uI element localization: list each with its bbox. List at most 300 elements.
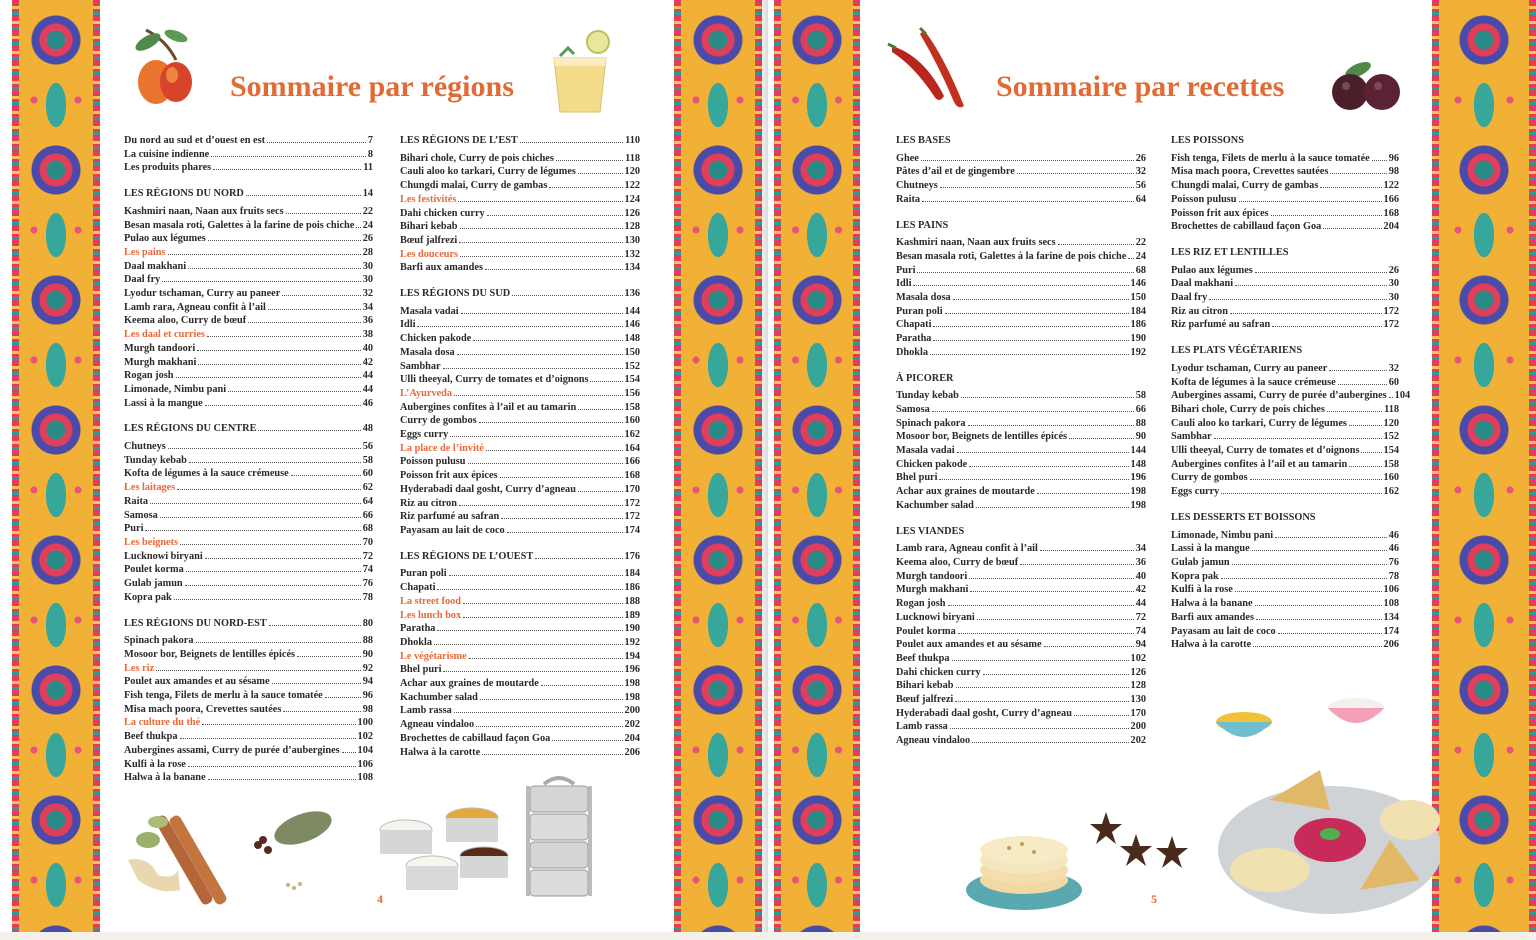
entry-label: Ulli theeyal, Curry de tomates et d’oignons [1171, 445, 1360, 457]
entry-label: Misa mach poora, Crevettes sautées [124, 703, 282, 715]
dot-leader [162, 281, 360, 282]
toc-entry [896, 430, 1146, 444]
entry-label: Les douceurs [400, 248, 459, 260]
page-ref: 100 [357, 717, 373, 729]
page-ref: 26 [362, 233, 373, 245]
dot-leader [976, 507, 1129, 508]
section-heading [896, 219, 1146, 233]
dot-leader [507, 532, 623, 533]
dot-leader [325, 697, 361, 698]
page-ref: 158 [624, 401, 640, 413]
entry-label: Curry de gombos [400, 415, 477, 427]
section-title: LES RIZ ET LENTILLES [1171, 246, 1289, 258]
entry-label: Le végétarisme [400, 650, 467, 662]
toc-entry [896, 403, 1146, 417]
dot-leader [955, 701, 1128, 702]
page-ref: 122 [1383, 180, 1399, 192]
section-title: LES DESSERTS ET BOISSONS [1171, 511, 1316, 523]
dot-leader [932, 411, 1134, 412]
toc-entry [124, 260, 373, 274]
toc-entry [1171, 625, 1399, 639]
dot-leader [1128, 258, 1133, 259]
toc-entry [400, 373, 640, 387]
entry-label: Chapati [400, 582, 436, 594]
entry-label: Riz parfumé au safran [1171, 319, 1271, 331]
toc-entry [896, 277, 1146, 291]
page-ref: 68 [362, 523, 373, 535]
entry-label: Murgh tandoori [124, 342, 196, 354]
toc-entry [124, 219, 373, 233]
dot-leader [953, 299, 1129, 300]
page-ref: 30 [1388, 292, 1399, 304]
toc-entry [124, 648, 373, 662]
dot-leader [969, 578, 1133, 579]
page-ref: 32 [362, 288, 373, 300]
entry-label: Riz au citron [400, 497, 458, 509]
page-ref: 72 [362, 550, 373, 562]
toc-entry [124, 369, 373, 383]
entry-label: Limonade, Nimbu pani [1171, 529, 1274, 541]
section-heading [1171, 246, 1399, 260]
entry-label: Payasam au lait de coco [1171, 625, 1276, 637]
dot-leader [160, 517, 361, 518]
page-ref: 24 [362, 219, 373, 231]
toc-entry [896, 332, 1146, 346]
page-ref: 98 [1388, 166, 1399, 178]
lassi-glass-icon [548, 28, 618, 118]
toc-entry [400, 442, 640, 456]
page-ref: 184 [624, 568, 640, 580]
page-ref: 189 [624, 609, 640, 621]
page-ref: 186 [1130, 319, 1146, 331]
toc-entry [896, 165, 1146, 179]
page-ref: 132 [624, 248, 640, 260]
recipes-column-2 [1171, 134, 1411, 652]
page-ref: 150 [624, 346, 640, 358]
entry-label: Tunday kebab [896, 390, 959, 402]
dot-leader [297, 656, 361, 657]
page-ref: 26 [1135, 152, 1146, 164]
dot-leader [1232, 564, 1387, 565]
page-ref: 126 [1130, 666, 1146, 678]
page-ref: 7 [367, 135, 373, 146]
dot-leader [549, 187, 622, 188]
page-ref: 144 [1130, 445, 1146, 457]
page-spine [758, 0, 768, 932]
toc-entry [124, 134, 373, 148]
page-ref: 70 [362, 536, 373, 548]
toc-entry [400, 165, 640, 179]
page-left [0, 0, 768, 932]
dot-leader [1323, 228, 1381, 229]
toc-entry [896, 707, 1146, 721]
page-ref: 200 [624, 705, 640, 717]
entry-label: Eggs curry [1171, 486, 1220, 498]
page-ref: 194 [624, 650, 640, 662]
toc-entry [1171, 220, 1399, 234]
page-ref: 90 [362, 648, 373, 660]
page-ref: 60 [1388, 376, 1399, 388]
section-heading [124, 187, 373, 201]
page-ref: 204 [624, 732, 640, 744]
dot-leader [417, 326, 622, 327]
entry-label: Raita [124, 495, 149, 507]
toc-entry [1171, 570, 1399, 584]
dot-leader [482, 754, 622, 755]
page-ref: 166 [1383, 193, 1399, 205]
dot-leader [1255, 605, 1382, 606]
dot-leader [500, 477, 623, 478]
toc-entry [124, 342, 373, 356]
toc-entry [124, 550, 373, 564]
page-ref: 32 [1388, 362, 1399, 374]
page-ref: 134 [1383, 611, 1399, 623]
entry-label: Misa mach poora, Crevettes sautées [1171, 166, 1329, 178]
page-ref: 198 [624, 678, 640, 690]
dot-leader [970, 591, 1133, 592]
dot-leader [1253, 646, 1381, 647]
dot-leader [917, 272, 1133, 273]
entry-label: Kashmiri naan, Naan aux fruits secs [124, 205, 284, 217]
toc-entry [1171, 193, 1399, 207]
page-ref: 80 [362, 617, 373, 629]
toc-entry [896, 179, 1146, 193]
toc-entry [124, 522, 373, 536]
dot-leader [969, 466, 1128, 467]
toc-entry [400, 704, 640, 718]
entry-label: Bihari kebab [896, 680, 954, 692]
dot-leader [168, 254, 361, 255]
toc-entry [1171, 318, 1399, 332]
dot-leader [480, 699, 623, 700]
toc-entry [896, 583, 1146, 597]
entry-label: Daal fry [1171, 292, 1208, 304]
toc-entry [124, 758, 373, 772]
page-ref: 156 [624, 387, 640, 399]
dot-leader [459, 242, 622, 243]
page-ref: 46 [362, 397, 373, 409]
page-ref: 188 [624, 595, 640, 607]
dot-leader [282, 295, 360, 296]
toc-entry [124, 591, 373, 605]
entry-label: Lamb rassa [896, 721, 948, 733]
entry-label: Rogan josh [896, 598, 946, 610]
entry-label: Payasam au lait de coco [400, 524, 505, 536]
section-heading [896, 525, 1146, 539]
entry-label: Kulfi à la rose [124, 758, 186, 770]
toc-entry [124, 246, 373, 260]
toc-entry [896, 444, 1146, 458]
entry-label: Gulab jamun [124, 578, 183, 590]
toc-entry [1171, 264, 1399, 278]
toc-entry [124, 232, 373, 246]
page-ref: 174 [1383, 625, 1399, 637]
entry-label: Achar aux graines de moutarde [896, 486, 1035, 498]
toc-entry [400, 414, 640, 428]
entry-label: Eggs curry [400, 429, 449, 441]
toc-entry [400, 234, 640, 248]
dot-leader [1239, 201, 1382, 202]
spices-icon [118, 800, 358, 910]
toc-entry [400, 193, 640, 207]
page-ref: 122 [624, 180, 640, 192]
page-ref: 204 [1383, 221, 1399, 233]
toc-entry [896, 471, 1146, 485]
entry-label: Poisson pulusu [400, 456, 466, 468]
page-ref: 94 [362, 676, 373, 688]
toc-entry [124, 771, 373, 785]
toc-entry [1171, 207, 1399, 221]
dot-leader [1037, 493, 1129, 494]
toc-entry [400, 510, 640, 524]
toc-entry [1171, 638, 1399, 652]
entry-label: Bhel puri [400, 664, 442, 676]
page-ref: 120 [1383, 417, 1399, 429]
dot-leader [198, 364, 360, 365]
entry-label: Poulet aux amandes et au sésame [124, 676, 270, 688]
entry-label: Ulli theeyal, Curry de tomates et d’oignons [400, 374, 589, 386]
samosa-platter-icon [1210, 690, 1440, 920]
entry-label: Les beignets [124, 536, 179, 548]
page-ref: 78 [362, 591, 373, 603]
toc-entry [1171, 152, 1399, 166]
toc-entry [400, 746, 640, 760]
toc-entry [124, 205, 373, 219]
dot-leader [1250, 479, 1382, 480]
dot-leader [454, 395, 622, 396]
dot-leader [1256, 619, 1382, 620]
page-ref: 124 [624, 193, 640, 205]
page-ref: 36 [362, 315, 373, 327]
dot-leader [188, 766, 356, 767]
page-ref: 36 [1135, 556, 1146, 568]
dot-leader [578, 173, 623, 174]
dot-leader [956, 687, 1129, 688]
toc-entry [896, 679, 1146, 693]
section-heading [896, 134, 1146, 148]
toc-entry [896, 611, 1146, 625]
chapati-stack-icon [964, 820, 1084, 920]
page-ref: 88 [1135, 417, 1146, 429]
toc-entry [124, 440, 373, 454]
dot-leader [443, 368, 623, 369]
page-ref: 172 [624, 497, 640, 509]
entry-label: Hyderabadi daal gosht, Curry d’agneau [400, 483, 576, 495]
dot-leader [590, 381, 622, 382]
dot-leader [1389, 397, 1393, 398]
dot-leader [921, 160, 1134, 161]
entry-label: Spinach pakora [896, 417, 966, 429]
dot-leader [145, 530, 360, 531]
entry-label: Pâtes d’ail et de gingembre [896, 166, 1015, 178]
toc-entry [1171, 165, 1399, 179]
entry-label: Fish tenga, Filets de merlu à la sauce tomatée [1171, 152, 1370, 164]
dot-leader [460, 256, 622, 257]
dot-leader [286, 213, 361, 214]
entry-label: Idli [896, 278, 912, 290]
toc-entry [896, 193, 1146, 207]
page-ref: 78 [1388, 570, 1399, 582]
page-ref: 202 [1130, 735, 1146, 747]
section-title: LES PLATS VÉGÉTARIENS [1171, 345, 1303, 357]
page-right [768, 0, 1536, 932]
entry-label: Achar aux graines de moutarde [400, 678, 539, 690]
page-ref: 30 [362, 260, 373, 272]
dot-leader [1214, 438, 1382, 439]
page-ref: 130 [1130, 694, 1146, 706]
entry-label: Bœuf jalfrezi [896, 694, 954, 706]
toc-entry [1171, 597, 1399, 611]
entry-label: Poisson pulusu [1171, 193, 1237, 205]
section-title: À PICORER [896, 372, 954, 384]
page-ref: 162 [624, 429, 640, 441]
entry-label: Kofta de légumes à la sauce crémeuse [1171, 376, 1336, 388]
dot-leader [186, 571, 361, 572]
toc-entry [124, 675, 373, 689]
section-title: LES RÉGIONS DU CENTRE [124, 423, 257, 435]
page-ref: 66 [1135, 403, 1146, 415]
toc-entry [1171, 376, 1399, 390]
dot-leader [1235, 285, 1387, 286]
entry-label: Bihari chole, Curry de pois chiches [1171, 403, 1325, 415]
page-ref: 108 [1383, 598, 1399, 610]
dot-leader [211, 156, 366, 157]
page-ref: 44 [362, 383, 373, 395]
entry-label: Chapati [896, 319, 932, 331]
dot-leader [258, 430, 360, 431]
dot-leader [1040, 550, 1134, 551]
page-ref: 184 [1130, 305, 1146, 317]
page-ref: 128 [624, 221, 640, 233]
toc-entry [1171, 444, 1399, 458]
toc-entry [896, 556, 1146, 570]
toc-entry [896, 638, 1146, 652]
toc-entry [1171, 583, 1399, 597]
page-ref: 110 [625, 135, 640, 146]
page-ref: 38 [362, 329, 373, 341]
toc-entry [1171, 417, 1399, 431]
toc-entry [124, 536, 373, 550]
section-title: LES RÉGIONS DE L’EST [400, 135, 518, 146]
page-ref: 146 [624, 319, 640, 331]
dot-leader [520, 142, 623, 143]
page-ref: 58 [362, 454, 373, 466]
dot-leader [1235, 591, 1382, 592]
entry-label: La culture du thé [124, 717, 201, 729]
dot-leader [940, 187, 1134, 188]
entry-label: Pulao aux légumes [124, 233, 206, 245]
dot-leader [1320, 187, 1381, 188]
section-heading [124, 617, 373, 631]
page-ref: 170 [1130, 707, 1146, 719]
section-heading [124, 422, 373, 436]
dot-leader [1074, 715, 1129, 716]
toc-entry [124, 397, 373, 411]
toc-entry [400, 428, 640, 442]
dot-leader [487, 215, 623, 216]
toc-entry [124, 356, 373, 370]
toc-entry [400, 455, 640, 469]
section-title: LES BASES [896, 135, 951, 146]
dot-leader [180, 738, 356, 739]
entry-label: Samosa [896, 403, 930, 415]
page-ref: 74 [1135, 625, 1146, 637]
dot-leader [961, 397, 1134, 398]
page-ref: 104 [1394, 390, 1411, 402]
toc-entry [400, 677, 640, 691]
dot-leader [180, 544, 361, 545]
entry-label: Dhokla [400, 636, 433, 648]
dot-leader [913, 285, 1128, 286]
page-ref: 90 [1135, 431, 1146, 443]
page-ref: 172 [1383, 319, 1399, 331]
toc-entry [896, 458, 1146, 472]
page-ref: 106 [357, 758, 373, 770]
dot-leader [1230, 313, 1382, 314]
entry-label: Aubergines confites à l’ail et au tamarin [1171, 458, 1348, 470]
page-ref: 88 [362, 635, 373, 647]
section-title: LES RÉGIONS DU NORD [124, 188, 244, 200]
entry-label: Agneau vindaloo [400, 719, 475, 731]
toc-entry [896, 389, 1146, 403]
dot-leader [1272, 326, 1381, 327]
page-ref: 190 [624, 623, 640, 635]
toc-entry [124, 148, 373, 162]
dot-leader [174, 599, 361, 600]
page-ref: 30 [1388, 278, 1399, 290]
dot-leader [356, 227, 360, 228]
page-ref: 44 [1135, 598, 1146, 610]
jamun-fruits-icon [1326, 56, 1416, 116]
dot-leader [176, 377, 361, 378]
dot-leader [205, 558, 361, 559]
toc-entry [400, 248, 640, 262]
page-ref: 146 [1130, 278, 1146, 290]
dot-leader [476, 726, 622, 727]
entry-label: Riz au citron [1171, 305, 1229, 317]
toc-entry [896, 250, 1146, 264]
section-heading [896, 372, 1146, 386]
page-ref: 24 [1135, 250, 1146, 262]
toc-entry [1171, 529, 1399, 543]
page-ref: 11 [363, 162, 373, 174]
page-ref: 168 [1383, 207, 1399, 219]
entry-label: Dahi chicken curry [896, 666, 981, 678]
dot-leader [968, 425, 1134, 426]
toc-entry [896, 652, 1146, 666]
dot-leader [468, 463, 623, 464]
dot-leader [933, 340, 1128, 341]
page-ref: 46 [1388, 529, 1399, 541]
toc-entry [896, 485, 1146, 499]
toc-entry [896, 499, 1146, 513]
dot-leader [1327, 411, 1382, 412]
page-ref: 74 [362, 564, 373, 576]
page-ref: 72 [1135, 611, 1146, 623]
dot-leader [342, 752, 356, 753]
dot-leader [485, 269, 623, 270]
toc-entry [124, 273, 373, 287]
page-ref: 46 [1388, 543, 1399, 555]
dot-leader [957, 452, 1129, 453]
toc-entry [124, 383, 373, 397]
dot-leader [541, 685, 623, 686]
dot-leader [1221, 578, 1387, 579]
page-ref: 148 [1130, 458, 1146, 470]
toc-entry [400, 152, 640, 166]
toc-entry [896, 417, 1146, 431]
toc-entry [400, 636, 640, 650]
